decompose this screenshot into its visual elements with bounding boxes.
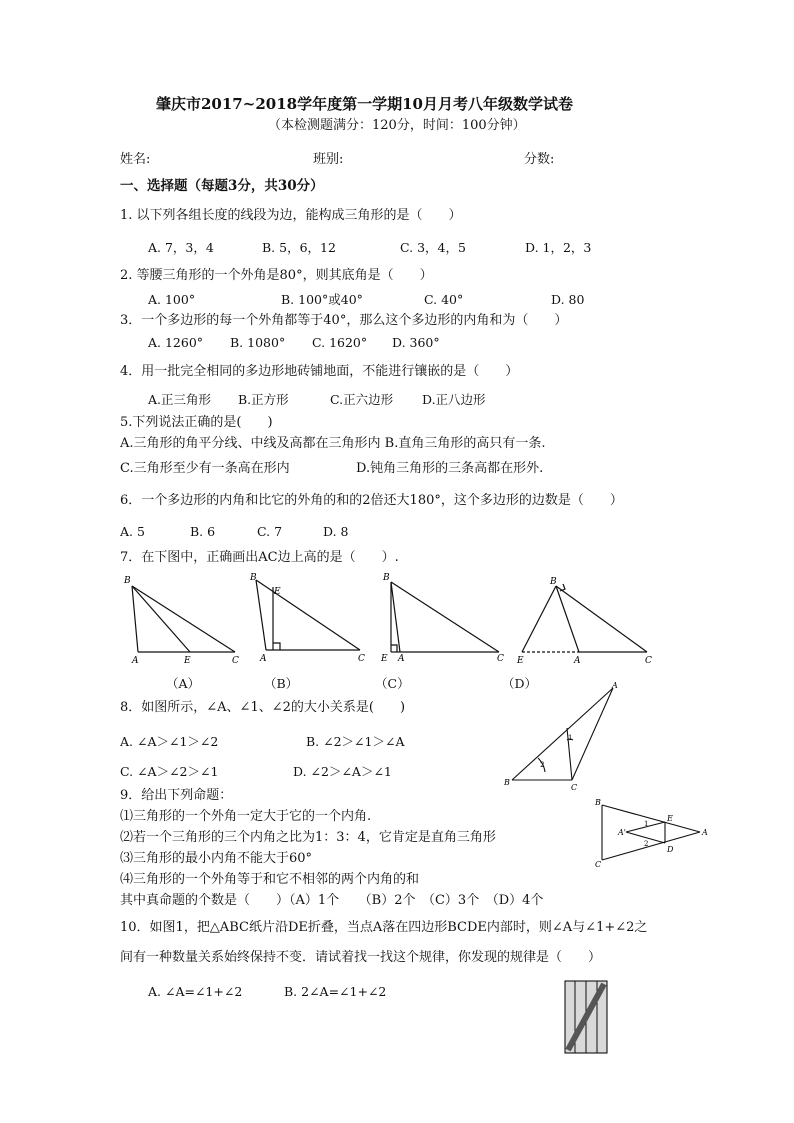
q10-option-a: A. ∠A=∠1+∠2 [148,984,243,999]
svg-text:C: C [645,656,652,666]
q8-stem: 8．如图所示，∠A、∠1、∠2的大小关系是( ) [120,700,406,715]
label-a: A [132,656,139,666]
q10-option-b: B. 2∠A=∠1+∠2 [284,984,387,999]
q10-figure-fold [590,795,710,870]
exam-title: 肇庆市2017~2018学年度第一学期10月月考八年级数学试卷 [156,95,573,113]
q4-option-b: B.正方形 [238,392,289,407]
svg-text:C: C [595,860,602,869]
exam-subtitle: （本检测题满分：120分，时间：100分钟） [268,118,526,133]
svg-text:1: 1 [568,734,573,742]
section-title: 一、选择题（每题3分，共30分） [120,178,324,194]
q7-stem: 7．在下图中，正确画出AC边上高的是（ ）. [120,550,399,565]
q3-stem: 3．一个多边形的每一个外角都等于40°，那么这个多边形的内角和为（ ） [120,313,568,328]
q9-item-3: ⑶三角形的最小内角不能大于60° [120,851,313,866]
q7-caption-b: （B） [264,676,299,691]
q7-caption-c: （C） [375,676,410,691]
q2-stem: 2. 等腰三角形的一个外角是80°，则其底角是（ ） [120,268,433,283]
q5-option-d: D.钝角三角形的三条高都在形外. [356,461,544,476]
q1-option-d: D. 1，2，3 [525,240,592,255]
svg-text:E: E [517,656,524,666]
svg-text:A: A [260,654,267,664]
svg-text:2: 2 [540,761,545,769]
q4-option-a: A.正三角形 [148,392,212,407]
q10-stem-line-1: 10．如图1，把△ABC纸片沿DE折叠，当点A落在四边形BCDE内部时，则∠A与∠1+∠2之 [120,920,648,935]
svg-text:E: E [667,814,673,823]
q7-figure-c [383,572,508,672]
svg-text:C: C [497,654,504,664]
q3-option-d: D. 360° [392,335,440,350]
q6-option-b: B. 6 [190,524,216,539]
q8-option-c: C. ∠A＞∠2＞∠1 [120,764,219,779]
q9-item-4: ⑷三角形的一个外角等于和它不相邻的两个内角的和 [120,872,420,887]
svg-text:C: C [571,783,578,792]
q2-option-d: D. 80 [551,292,585,307]
q10-stem-line-2: 间有一种数量关系始终保持不变．请试着找一找这个规律，你发现的规律是（ ） [120,950,602,965]
q3-option-a: A. 1260° [148,335,204,350]
svg-text:B: B [383,573,390,583]
svg-text:E: E [381,654,388,664]
q1-option-b: B. 5，6，12 [262,240,336,255]
svg-text:A: A [702,828,708,837]
q9-stem: 9．给出下列命题： [120,788,233,803]
svg-text:B: B [595,798,601,807]
svg-text:A': A' [618,828,626,837]
q8-option-d: D. ∠2＞∠A＞∠1 [293,764,392,779]
svg-text:A: A [612,681,618,690]
svg-text:B: B [250,573,257,583]
svg-text:B: B [504,778,510,787]
q4-option-c: C.正六边形 [330,392,394,407]
q8-figure [500,680,625,795]
q9-item-2: ⑵若一个三角形的三个内角之比为1：3：4，它肯定是直角三角形 [120,830,496,845]
q5-stem: 5.下列说法正确的是( ) [120,415,273,430]
class-label: 班别: [313,152,344,167]
q7-caption-a: （A） [166,676,201,691]
label-b: B [124,576,131,586]
q3-option-b: B. 1080° [230,335,286,350]
svg-text:A: A [574,656,581,666]
q1-option-c: C. 3，4，5 [400,240,466,255]
q7-caption-d: （D） [502,676,538,691]
q5-line-ab: A.三角形的角平分线、中线及高都在三角形内 B.直角三角形的高只有一条. [120,436,546,451]
svg-text:A: A [398,654,405,664]
q4-option-d: D.正八边形 [422,392,486,407]
q6-option-a: A. 5 [120,524,145,539]
svg-text:C: C [358,654,365,664]
q8-option-a: A. ∠A＞∠1＞∠2 [120,734,219,749]
label-c: C [232,656,239,666]
q9-item-1: ⑴三角形的一个外角一定大于它的一个内角. [120,809,372,824]
svg-text:1: 1 [644,820,649,828]
q1-option-a: A. 7，3，4 [148,240,214,255]
score-label: 分数: [524,152,555,167]
name-label: 姓名: [120,152,151,167]
q2-option-b: B. 100°或40° [281,292,363,307]
q4-stem: 4．用一批完全相同的多边形地砖铺地面，不能进行镶嵌的是（ ） [120,364,519,379]
q7-figure-a [118,572,248,672]
q8-option-b: B. ∠2＞∠1＞∠A [306,734,405,749]
q2-option-c: C. 40° [424,292,464,307]
q6-option-c: C. 7 [257,524,283,539]
q6-stem: 6．一个多边形的内角和比它的外角的和的2倍还大180°，这个多边形的边数是（ ） [120,493,623,508]
q3-option-c: C. 1620° [312,335,368,350]
q7-figure-d [515,572,655,672]
q5-option-c: C.三角形至少有一条高在形内 [120,461,290,476]
label-e: E [184,656,191,666]
q2-option-a: A. 100° [148,292,196,307]
q6-option-d: D. 8 [323,524,349,539]
q10-figure-strips [562,978,612,1056]
svg-text:B: B [550,577,557,587]
q9-count-line: 其中真命题的个数是（ ）（A）1个 （B）2个 （C）3个 （D）4个 [120,893,544,908]
svg-text:2: 2 [644,840,649,848]
svg-text:D: D [667,845,674,854]
svg-text:E: E [274,587,281,597]
q1-stem: 1. 以下列各组长度的线段为边，能构成三角形的是（ ） [120,208,462,223]
q7-figure-b [250,572,375,672]
